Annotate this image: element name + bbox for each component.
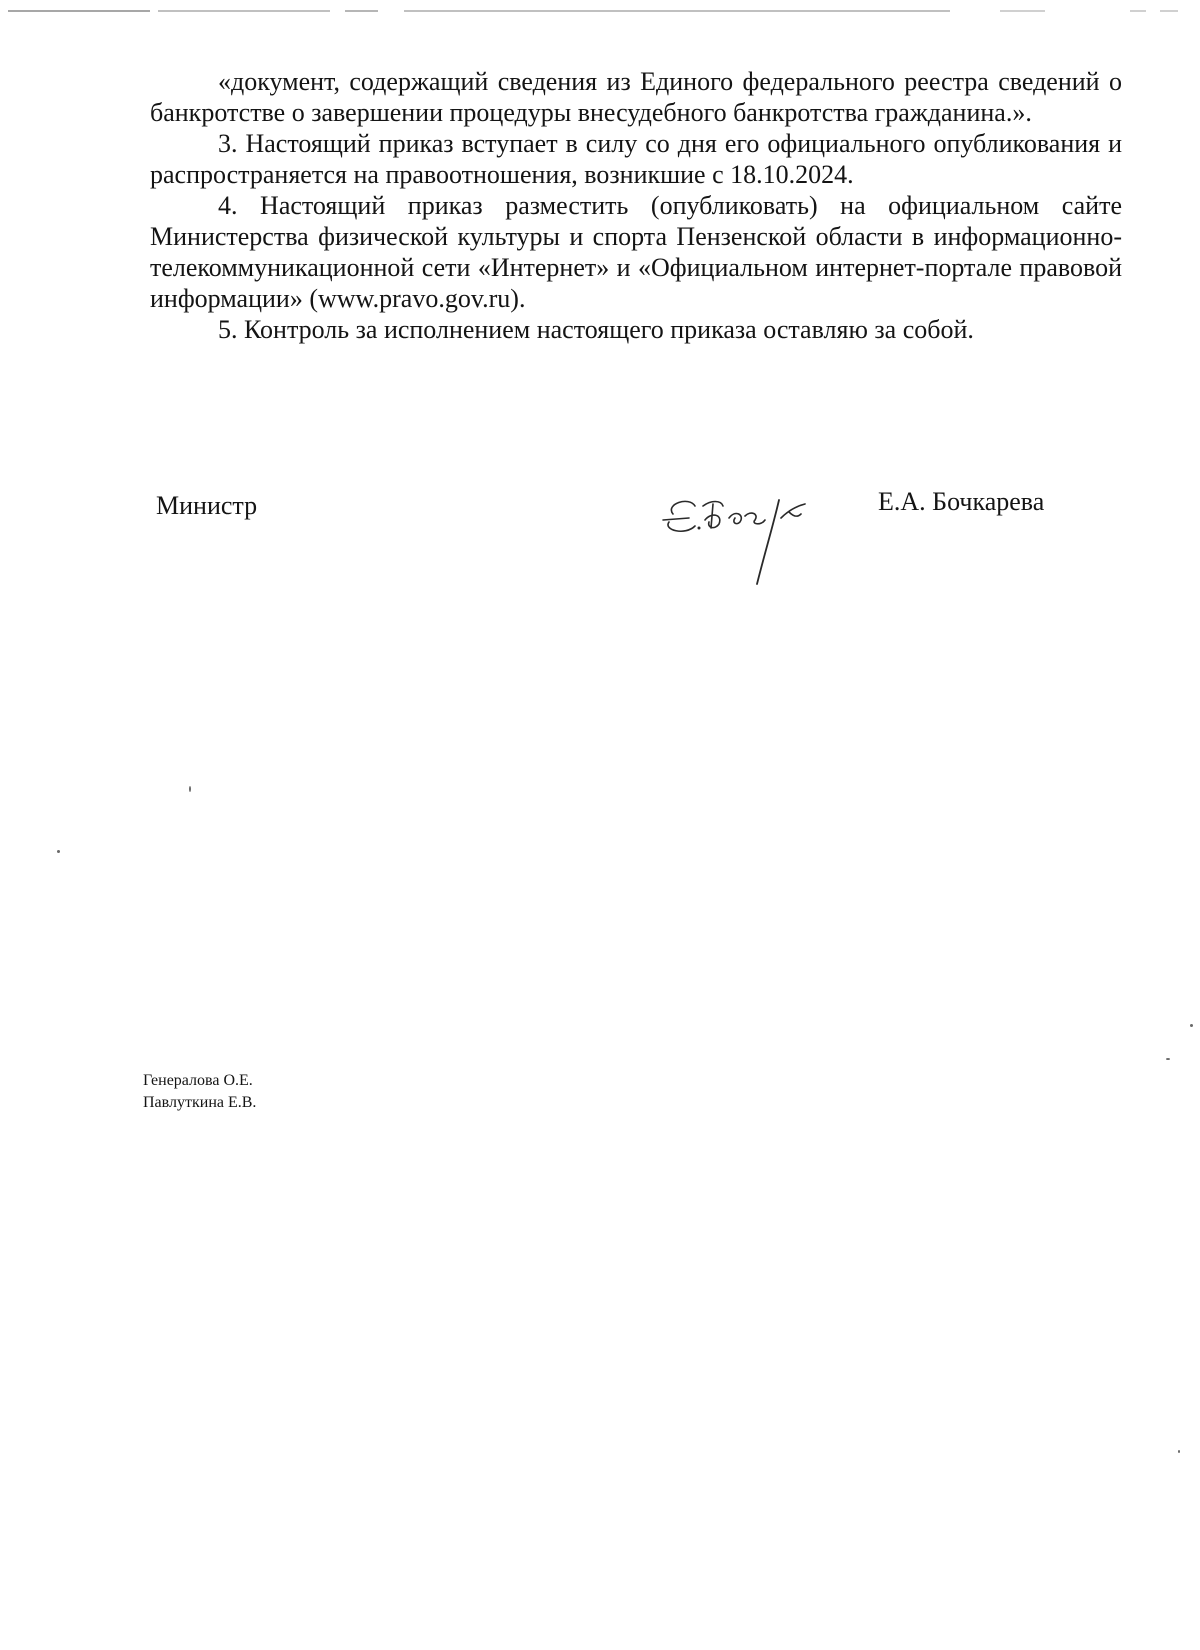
scan-speck [1166,1058,1170,1060]
scan-speck [1178,1450,1180,1453]
executor-name: Павлуткина Е.В. [143,1094,257,1111]
executor-name: Генералова О.Е. [143,1072,253,1089]
handwritten-signature [655,480,840,590]
executors-list [143,1070,256,1114]
paragraph-3-effective-date: 3. Настоящий приказ вступает в силу со дня его официального опубликования и распространяется на правоотношения, возникшие с 18.10.2024. [150,129,1122,189]
signature-block [0,480,1200,600]
order-body [150,66,1122,345]
signer-position: Министр [156,491,258,520]
signer-name: Е.А. Бочкарева [878,487,1045,516]
scan-speck [1190,1024,1193,1027]
paragraph-quote-end: «документ, содержащий сведения из Единого федерального реестра сведений о банкротстве о завершении процедуры внесудебного банкротства гражданина.». [150,67,1122,127]
scan-speck [57,850,60,853]
scan-speck [189,786,191,792]
paragraph-5-control: 5. Контроль за исполнением настоящего приказа оставляю за собой. [218,315,974,344]
scan-edge-artifact [0,0,1200,16]
paragraph-4-publication: 4. Настоящий приказ разместить (опубликовать) на официальном сайте Министерства физической культуры и спорта Пензенской области в информационно-телекоммуникационной сети «Интернет» и «Официальном интернет-портале правовой информации» (www.pravo.gov.ru). [150,191,1122,313]
